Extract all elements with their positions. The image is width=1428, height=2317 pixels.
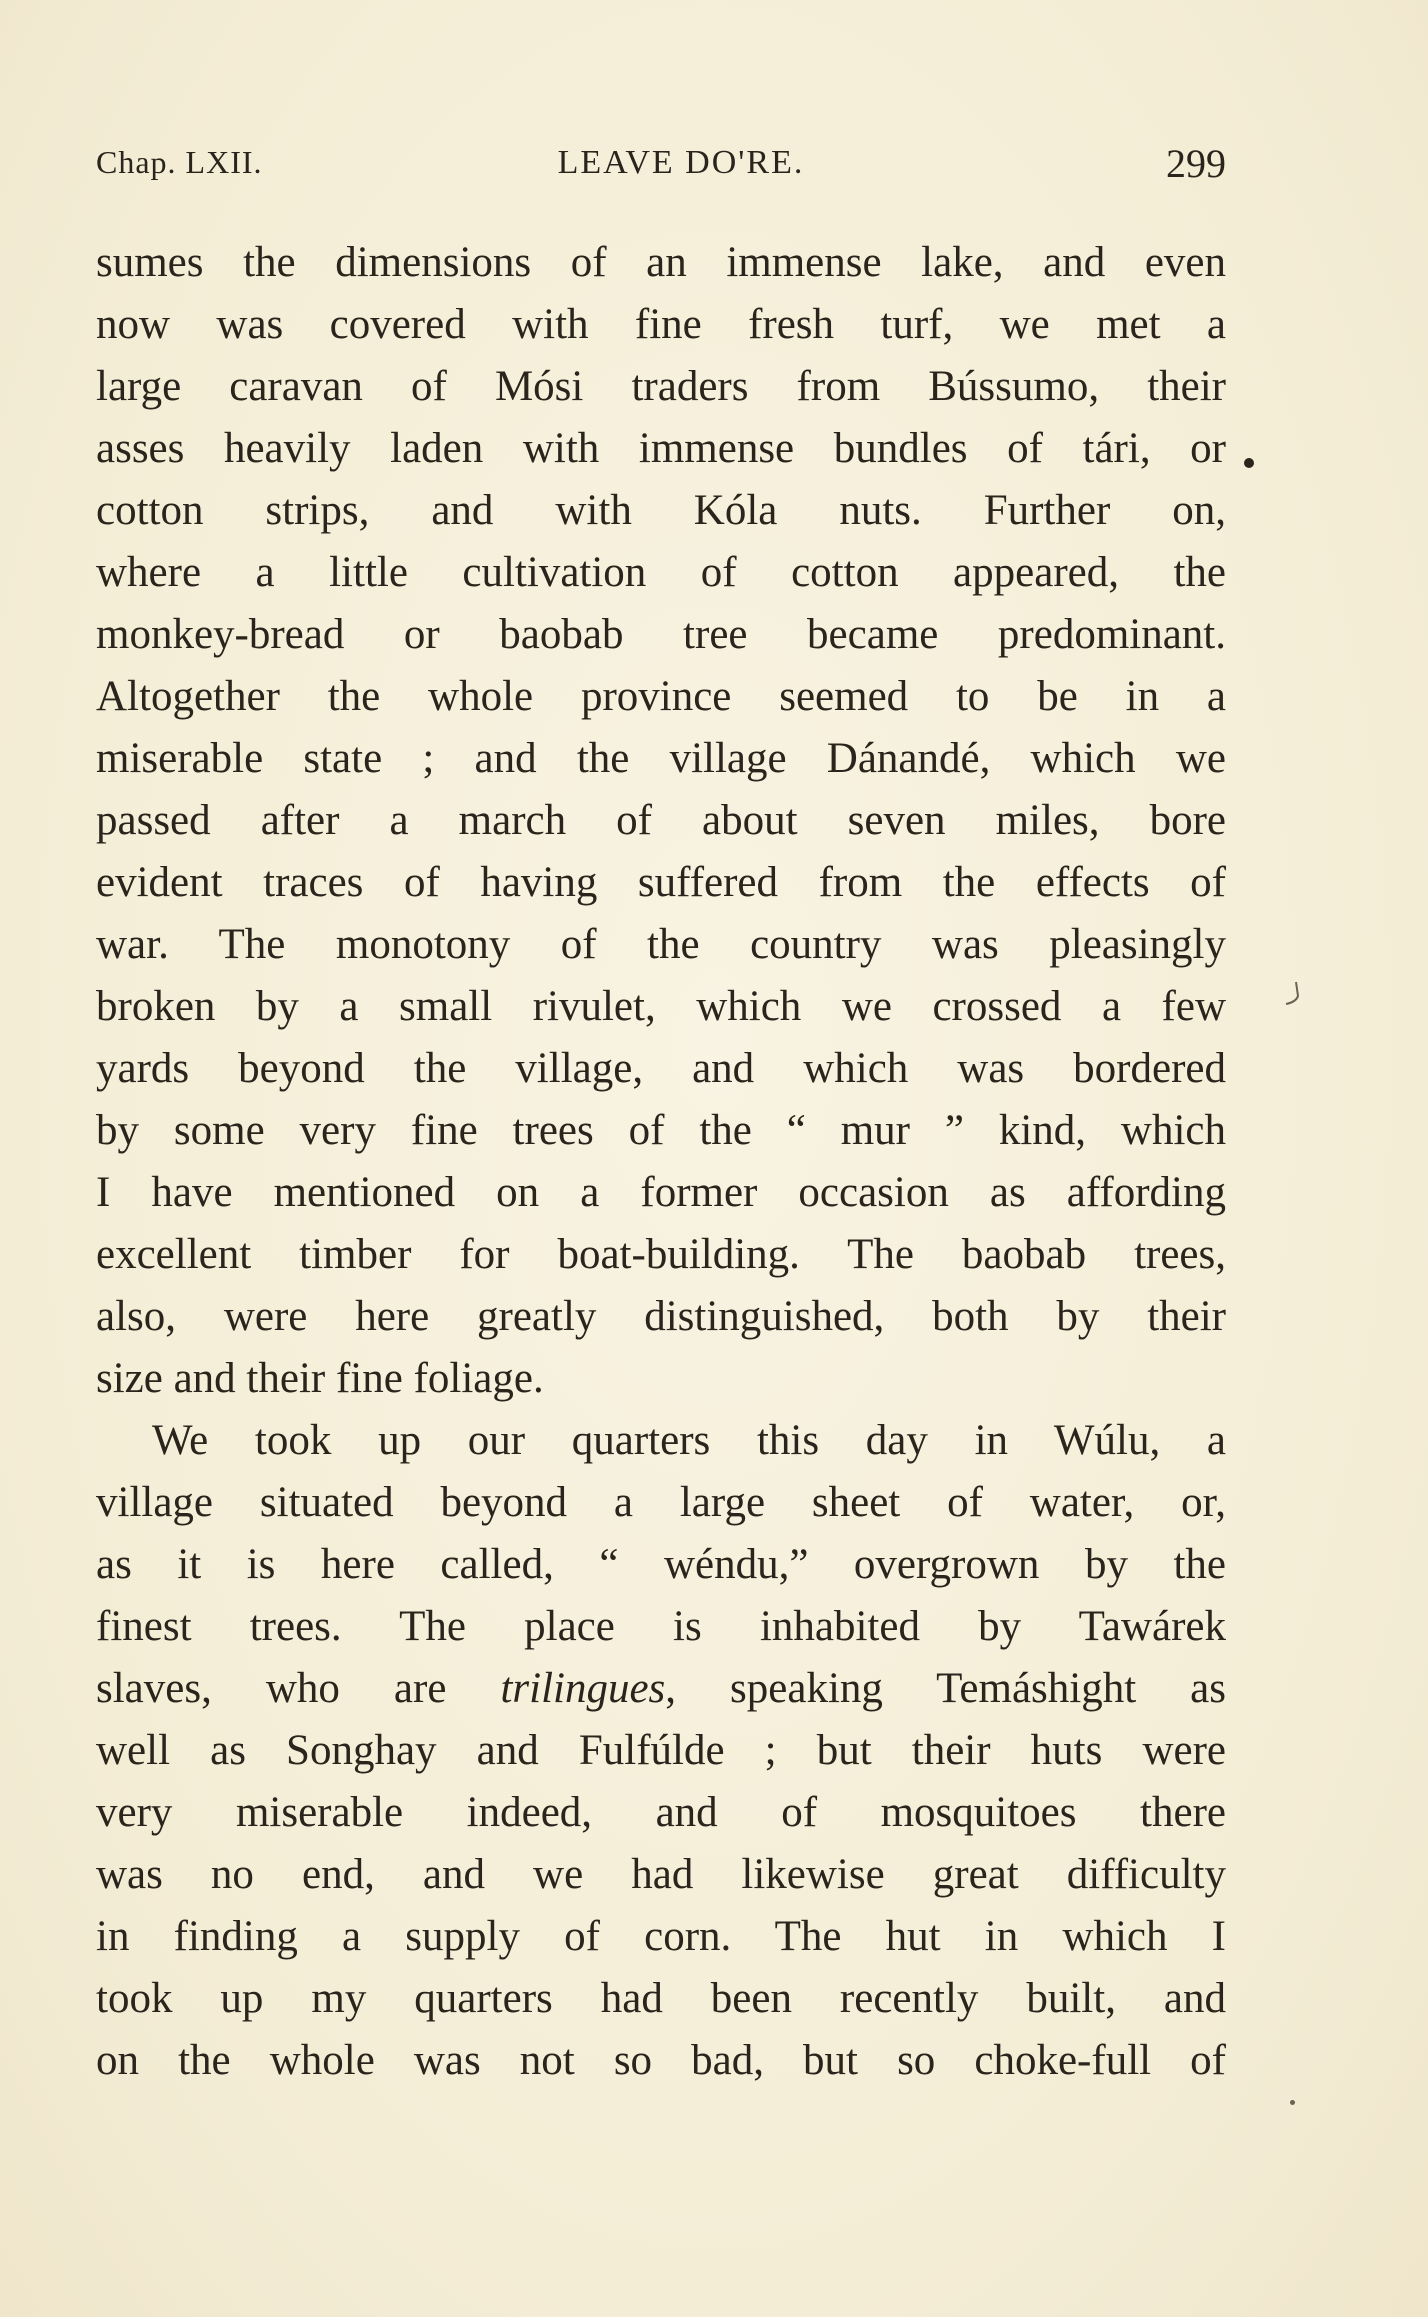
text-line: took up my quarters had been recently built, and — [96, 1975, 1226, 2022]
body-text — [96, 232, 1226, 2092]
text-line: where a little cultivation of cotton appeared, the — [96, 549, 1226, 596]
text-line: cotton strips, and with Kóla nuts. Further on, — [96, 487, 1226, 534]
text-line: slaves, who are trilingues, speaking Temáshight as — [96, 1665, 1226, 1712]
text-line: excellent timber for boat-building. The baobab trees, — [96, 1231, 1226, 1278]
text-line: village situated beyond a large sheet of water, or, — [96, 1479, 1226, 1526]
margin-speck-mark — [1290, 2100, 1295, 2105]
text-line: asses heavily laden with immense bundles of tári, or — [96, 425, 1226, 472]
text-line: yards beyond the village, and which was bordered — [96, 1045, 1226, 1092]
margin-pencil-mark — [1282, 980, 1304, 1010]
text-line: by some very fine trees of the “ mur ” kind, which — [96, 1107, 1226, 1154]
margin-dot-mark — [1244, 458, 1254, 468]
text-line-paragraph-end: size and their fine foliage. — [96, 1355, 544, 1402]
text-line: I have mentioned on a former occasion as affording — [96, 1169, 1226, 1216]
page-number: 299 — [1166, 141, 1226, 186]
italic-word: trilingues — [500, 1665, 666, 1712]
text-line: war. The monotony of the country was pleasingly — [96, 921, 1226, 968]
text-line: on the whole was not so bad, but so choke-full of — [96, 2037, 1226, 2084]
text-line: finest trees. The place is inhabited by Tawárek — [96, 1603, 1226, 1650]
text-line: broken by a small rivulet, which we crossed a few — [96, 983, 1226, 1030]
text-line-paragraph-start: We took up our quarters this day in Wúlu, a — [152, 1417, 1226, 1464]
text-line: also, were here greatly distinguished, both by their — [96, 1293, 1226, 1340]
running-header — [96, 138, 1226, 194]
text-line: as it is here called, “ wéndu,” overgrown by the — [96, 1541, 1226, 1588]
text-line: evident traces of having suffered from the effects of — [96, 859, 1226, 906]
text-line: monkey-bread or baobab tree became predominant. — [96, 611, 1226, 658]
text-line: was no end, and we had likewise great difficulty — [96, 1851, 1226, 1898]
text-line: very miserable indeed, and of mosquitoes there — [96, 1789, 1226, 1836]
running-title: LEAVE DO'RE. — [557, 144, 805, 181]
text-line: now was covered with fine fresh turf, we met a — [96, 301, 1226, 348]
text-line: in finding a supply of corn. The hut in which I — [96, 1913, 1226, 1960]
chapter-label: Chap. LXII. — [96, 144, 263, 180]
text-line: large caravan of Mósi traders from Bússumo, their — [96, 363, 1226, 410]
text-line: well as Songhay and Fulfúlde ; but their huts were — [96, 1727, 1226, 1774]
text-line: Altogether the whole province seemed to be in a — [96, 673, 1226, 720]
text-line: passed after a march of about seven miles, bore — [96, 797, 1226, 844]
text-line: sumes the dimensions of an immense lake, and even — [96, 239, 1226, 286]
text-line: miserable state ; and the village Dánandé, which we — [96, 735, 1226, 782]
